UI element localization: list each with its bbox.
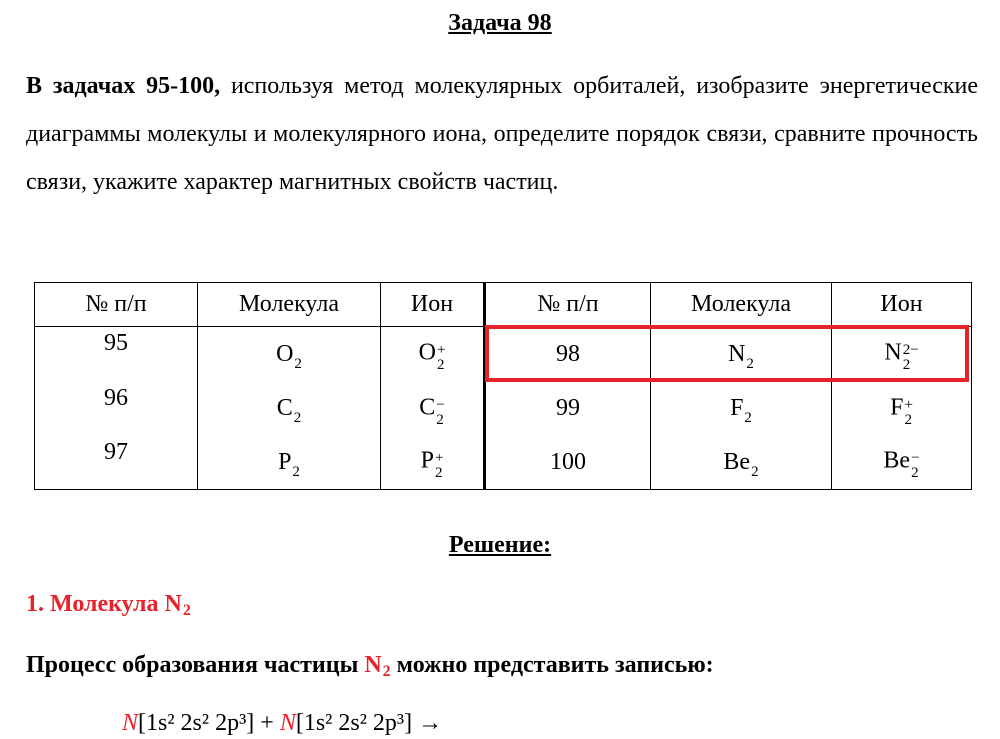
molecule-symbol: P bbox=[278, 448, 292, 475]
formula-arrow: → bbox=[418, 710, 443, 736]
ion-symbol: N bbox=[884, 339, 902, 366]
ion-symbol: C bbox=[419, 394, 436, 421]
ion-charge: − bbox=[911, 450, 920, 467]
ion-subscript: 2 bbox=[434, 465, 443, 482]
formula-atom-1: N bbox=[122, 710, 139, 736]
ion-subscript: 2 bbox=[436, 357, 445, 374]
process-sentence bbox=[26, 652, 714, 679]
cell-molecule bbox=[198, 327, 381, 382]
ion-charge: − bbox=[436, 396, 445, 413]
cell-molecule bbox=[198, 382, 381, 436]
molecule-subscript: 2 bbox=[751, 463, 759, 480]
cell-molecule bbox=[651, 382, 832, 436]
cell-ion bbox=[832, 382, 972, 436]
cell-number: 99 bbox=[485, 382, 651, 436]
header-molecule-left: Молекула bbox=[198, 283, 381, 327]
process-species-sub: 2 bbox=[382, 663, 391, 680]
section-label: 1. Молекула N bbox=[26, 591, 182, 617]
header-num-left: № п/п bbox=[35, 283, 198, 327]
ion-subscript: 2 bbox=[904, 411, 912, 428]
cell-number: 100 bbox=[485, 436, 651, 490]
ion-charge: + bbox=[434, 450, 444, 467]
task-intro bbox=[26, 62, 978, 206]
intro-bold-lead: В задачах 95-100, bbox=[26, 73, 221, 99]
ion-charge: + bbox=[904, 396, 913, 413]
formula-config-1: 1s² 2s² 2p³ bbox=[146, 710, 247, 736]
cell-number: 97 bbox=[35, 436, 198, 490]
intro-text: используя метод молекулярных орбиталей, изобразите энергетические диаграммы молекулы и молекулярного иона, определите порядок связи, сравните прочность связи, укажите характер магнитных свойств частиц. bbox=[26, 73, 978, 195]
section-heading bbox=[26, 591, 191, 618]
ion-charge: + bbox=[436, 342, 446, 359]
cell-ion bbox=[381, 436, 485, 490]
task-title: Задача 98 bbox=[448, 10, 552, 36]
table-header-row bbox=[35, 283, 972, 327]
process-species bbox=[364, 652, 390, 678]
process-after: можно представить записью: bbox=[390, 652, 714, 678]
formation-formula: N[1s² 2s² 2p³] + N[1s² 2s² 2p³] → bbox=[122, 710, 443, 736]
header-num-right: № п/п bbox=[485, 283, 651, 327]
header-molecule-right: Молекула bbox=[651, 283, 832, 327]
formula-atom-2: N bbox=[279, 710, 296, 736]
process-species-symbol: N bbox=[364, 652, 382, 678]
table-row bbox=[35, 436, 972, 490]
molecule-subscript: 2 bbox=[292, 463, 300, 480]
formula-plus: + bbox=[260, 710, 274, 736]
molecule-symbol: F bbox=[730, 395, 744, 421]
cell-ion bbox=[381, 327, 485, 382]
molecule-symbol: C bbox=[276, 395, 293, 421]
solution-heading: Решение: bbox=[448, 532, 552, 558]
molecule-symbol: O bbox=[276, 340, 294, 367]
cell-ion bbox=[381, 382, 485, 436]
cell-number: 96 bbox=[35, 382, 198, 436]
header-ion-right: Ион bbox=[832, 283, 972, 327]
cell-molecule bbox=[651, 436, 832, 490]
ion-subscript: 2 bbox=[436, 411, 444, 428]
molecule-symbol: Be bbox=[723, 448, 751, 475]
task-table bbox=[34, 282, 972, 490]
molecule-subscript: 2 bbox=[293, 410, 302, 426]
molecule-symbol: N bbox=[728, 340, 746, 367]
cell-number: 98 bbox=[485, 327, 651, 382]
molecule-subscript: 2 bbox=[746, 355, 754, 372]
ion-symbol: P bbox=[420, 447, 434, 474]
process-before: Процесс образования частицы bbox=[26, 652, 365, 678]
highlight-box bbox=[485, 325, 969, 382]
formula-config-2: 1s² 2s² 2p³ bbox=[303, 710, 405, 736]
cell-number: 95 bbox=[35, 327, 198, 382]
cell-molecule bbox=[198, 436, 381, 490]
molecule-subscript: 2 bbox=[744, 410, 752, 426]
table-row bbox=[35, 382, 972, 436]
header-ion-left: Ион bbox=[381, 283, 485, 327]
ion-charge: 2− bbox=[902, 342, 919, 359]
molecule-subscript: 2 bbox=[294, 355, 302, 372]
section-sub: 2 bbox=[182, 602, 191, 619]
ion-symbol: O bbox=[418, 339, 436, 366]
ion-symbol: Be bbox=[883, 447, 911, 474]
ion-symbol: F bbox=[890, 394, 904, 421]
cell-ion bbox=[832, 436, 972, 490]
ion-subscript: 2 bbox=[911, 465, 919, 482]
ion-subscript: 2 bbox=[902, 357, 911, 374]
